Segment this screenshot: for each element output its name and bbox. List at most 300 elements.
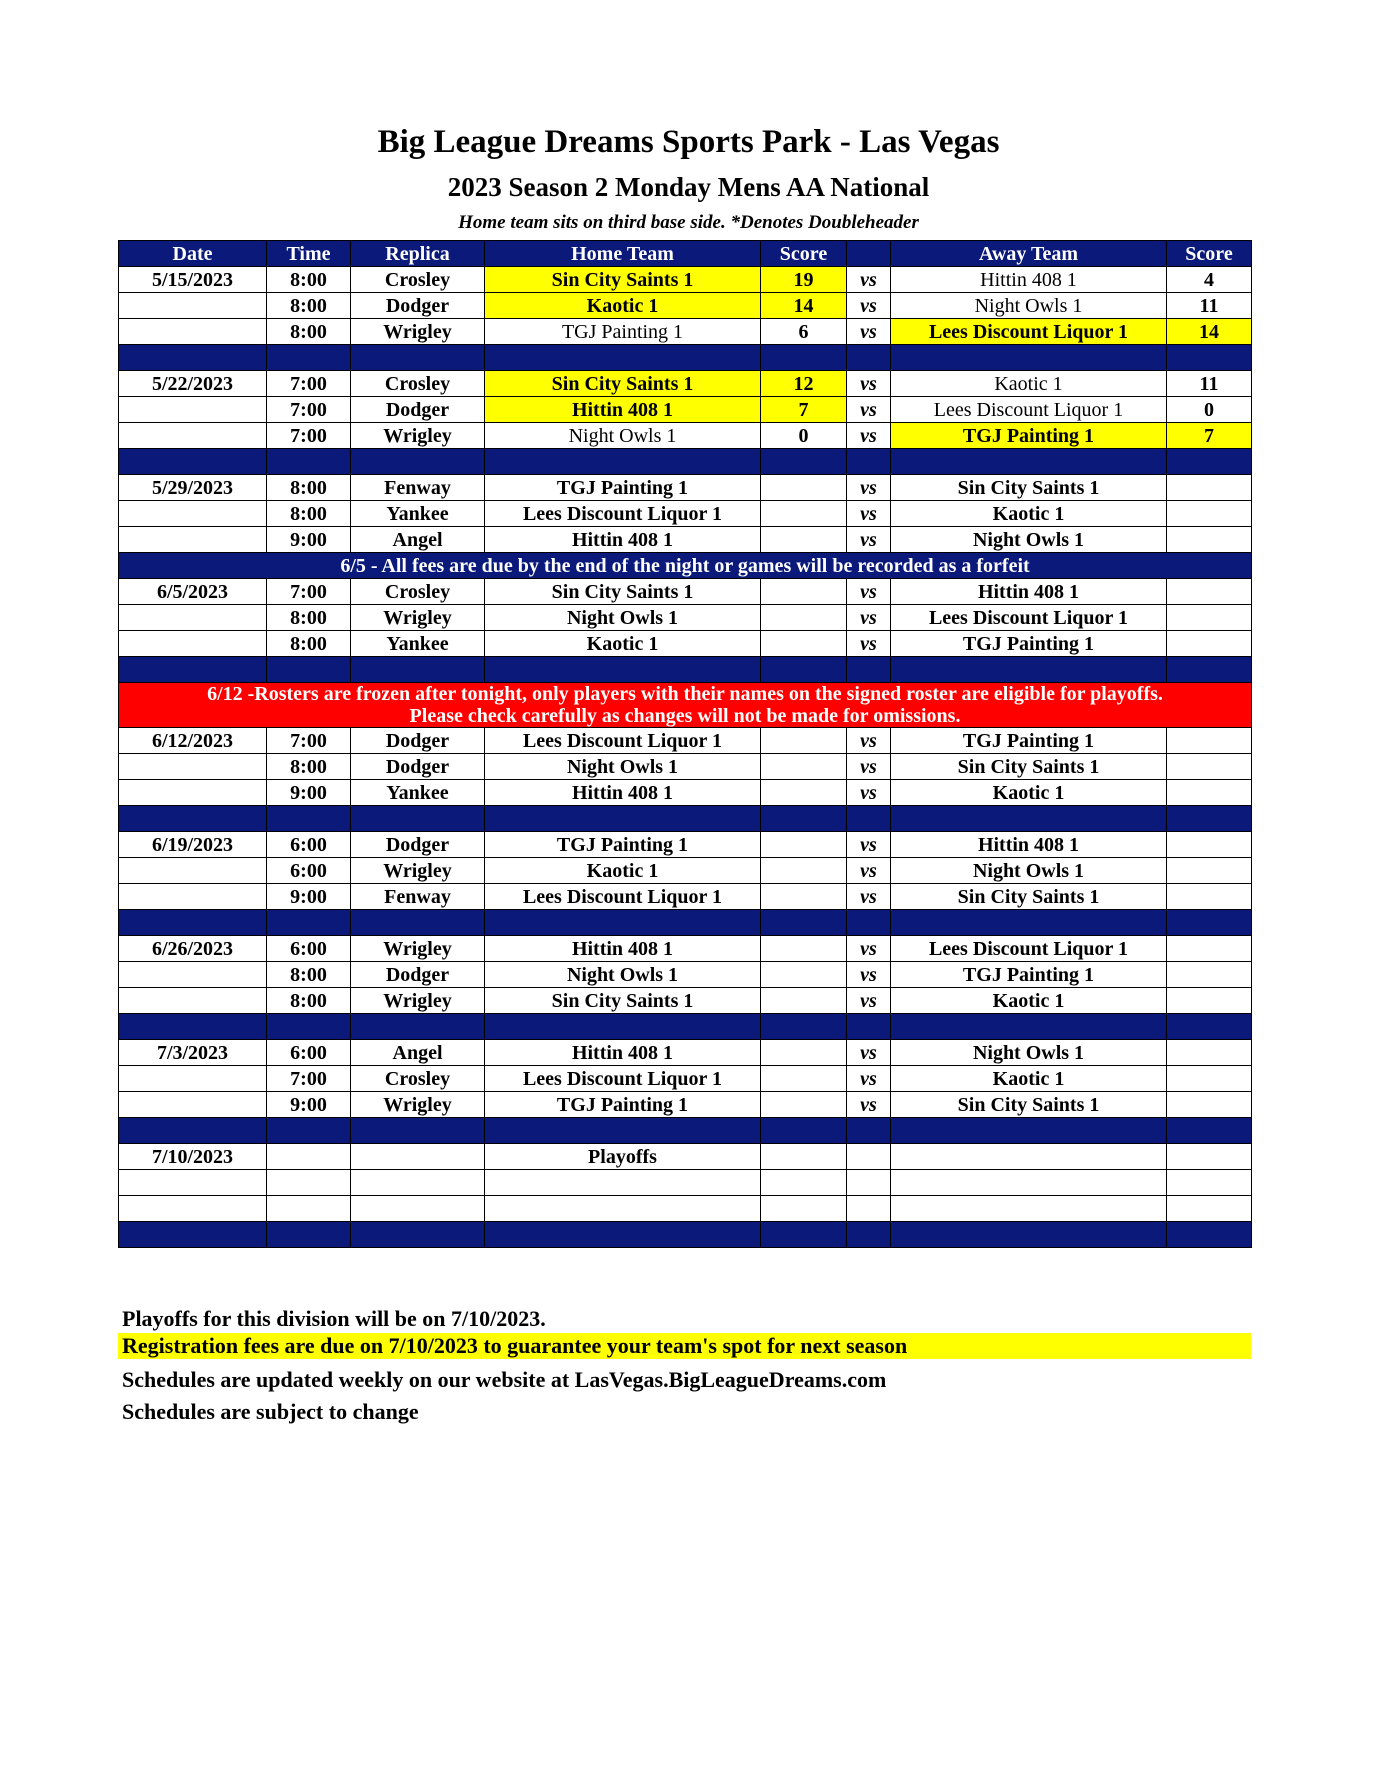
field-replica: Wrigley [351, 988, 485, 1014]
game-row [119, 293, 1252, 319]
footer-registration-note: Registration fees are due on 7/10/2023 to guarantee your team's spot for next season [118, 1333, 1251, 1359]
separator-cell [267, 657, 351, 683]
game-time: 6:00 [267, 1040, 351, 1066]
separator-cell [761, 910, 847, 936]
home-score [761, 858, 847, 884]
separator-row [119, 657, 1252, 683]
away-score [1167, 475, 1252, 501]
home-score [761, 527, 847, 553]
away-team: TGJ Painting 1 [891, 631, 1167, 657]
vs-label: vs [847, 1040, 891, 1066]
separator-cell [891, 910, 1167, 936]
home-score [761, 936, 847, 962]
home-score [761, 988, 847, 1014]
game-row [119, 1092, 1252, 1118]
game-date [119, 858, 267, 884]
playoffs-label: Playoffs [485, 1144, 761, 1170]
separator-cell [485, 657, 761, 683]
col-header-away-team: Away Team [891, 241, 1167, 267]
game-date [119, 527, 267, 553]
game-row [119, 858, 1252, 884]
separator-cell [847, 1118, 891, 1144]
empty-cell [847, 1196, 891, 1222]
separator-cell [847, 1014, 891, 1040]
vs-label: vs [847, 423, 891, 449]
empty-cell [267, 1170, 351, 1196]
game-row [119, 884, 1252, 910]
separator-row [119, 1014, 1252, 1040]
game-time: 6:00 [267, 936, 351, 962]
vs-label: vs [847, 293, 891, 319]
empty-cell [1167, 1196, 1252, 1222]
game-time: 8:00 [267, 267, 351, 293]
away-team: Sin City Saints 1 [891, 1092, 1167, 1118]
roster-alert-line: 6/12 -Rosters are frozen after tonight, only players with their names on the signed roster are eligible for playoffs. [207, 683, 1163, 705]
game-time: 8:00 [267, 475, 351, 501]
home-team: Hittin 408 1 [485, 780, 761, 806]
away-score: 14 [1167, 319, 1252, 345]
empty-cell [119, 1170, 267, 1196]
separator-cell [891, 1014, 1167, 1040]
field-replica: Yankee [351, 501, 485, 527]
vs-label: vs [847, 631, 891, 657]
game-time: 8:00 [267, 293, 351, 319]
game-date: 5/15/2023 [119, 267, 267, 293]
empty-cell [847, 1170, 891, 1196]
separator-cell [119, 345, 267, 371]
empty-cell [351, 1196, 485, 1222]
vs-label: vs [847, 475, 891, 501]
separator-cell [119, 910, 267, 936]
separator-cell [119, 449, 267, 475]
home-team: Night Owls 1 [485, 605, 761, 631]
schedule-table [118, 240, 1252, 1248]
vs-label: vs [847, 832, 891, 858]
vs-label: vs [847, 579, 891, 605]
separator-row [119, 449, 1252, 475]
home-score [761, 475, 847, 501]
away-team: Lees Discount Liquor 1 [891, 397, 1167, 423]
game-date [119, 397, 267, 423]
field-replica: Crosley [351, 267, 485, 293]
game-time: 6:00 [267, 832, 351, 858]
empty-cell [1167, 1144, 1252, 1170]
game-time: 8:00 [267, 988, 351, 1014]
away-team: Night Owls 1 [891, 1040, 1167, 1066]
vs-label: vs [847, 728, 891, 754]
vs-label: vs [847, 858, 891, 884]
separator-cell [847, 806, 891, 832]
field-replica: Dodger [351, 962, 485, 988]
away-score: 4 [1167, 267, 1252, 293]
page-title: Big League Dreams Sports Park - Las Vegas [377, 124, 1000, 160]
game-date [119, 1066, 267, 1092]
vs-label: vs [847, 754, 891, 780]
home-team: Lees Discount Liquor 1 [485, 1066, 761, 1092]
field-replica: Angel [351, 1040, 485, 1066]
home-score: 19 [761, 267, 847, 293]
game-row [119, 780, 1252, 806]
footer-playoffs-note: Playoffs for this division will be on 7/10/2023. [122, 1306, 546, 1331]
away-score: 0 [1167, 397, 1252, 423]
game-time: 9:00 [267, 884, 351, 910]
separator-cell [351, 806, 485, 832]
game-row [119, 475, 1252, 501]
separator-cell [761, 449, 847, 475]
separator-cell [1167, 1014, 1252, 1040]
field-replica: Fenway [351, 475, 485, 501]
field-replica: Wrigley [351, 423, 485, 449]
vs-label: vs [847, 1066, 891, 1092]
game-time: 8:00 [267, 605, 351, 631]
game-time: 8:00 [267, 962, 351, 988]
away-team: Night Owls 1 [891, 858, 1167, 884]
away-score: 7 [1167, 423, 1252, 449]
home-team: Sin City Saints 1 [485, 579, 761, 605]
empty-row [119, 1170, 1252, 1196]
separator-cell [891, 806, 1167, 832]
away-team: TGJ Painting 1 [891, 423, 1167, 449]
game-date [119, 319, 267, 345]
vs-label: vs [847, 936, 891, 962]
home-team: Night Owls 1 [485, 962, 761, 988]
empty-cell [267, 1144, 351, 1170]
roster-alert-row [119, 683, 1252, 728]
game-date [119, 631, 267, 657]
game-time: 8:00 [267, 319, 351, 345]
home-team: Hittin 408 1 [485, 1040, 761, 1066]
separator-cell [351, 910, 485, 936]
table-header-row [119, 241, 1252, 267]
field-replica: Dodger [351, 728, 485, 754]
empty-cell [351, 1170, 485, 1196]
vs-label: vs [847, 962, 891, 988]
field-replica: Yankee [351, 780, 485, 806]
game-row [119, 319, 1252, 345]
empty-cell [761, 1144, 847, 1170]
home-score [761, 728, 847, 754]
field-replica: Wrigley [351, 605, 485, 631]
game-row [119, 832, 1252, 858]
home-team: Kaotic 1 [485, 858, 761, 884]
game-date [119, 605, 267, 631]
separator-cell [485, 910, 761, 936]
col-header-time: Time [267, 241, 351, 267]
game-time: 8:00 [267, 754, 351, 780]
separator-cell [485, 1222, 761, 1248]
empty-row [119, 1196, 1252, 1222]
away-score [1167, 754, 1252, 780]
home-team: Kaotic 1 [485, 293, 761, 319]
game-row [119, 1066, 1252, 1092]
vs-label: vs [847, 988, 891, 1014]
col-header-vs [847, 241, 891, 267]
away-score [1167, 605, 1252, 631]
game-date: 7/10/2023 [119, 1144, 267, 1170]
home-team-note: Home team sits on third base side. *Denotes Doubleheader [458, 212, 919, 233]
away-score [1167, 988, 1252, 1014]
separator-cell [761, 806, 847, 832]
game-date: 7/3/2023 [119, 1040, 267, 1066]
game-row [119, 371, 1252, 397]
game-time: 9:00 [267, 527, 351, 553]
game-time: 9:00 [267, 1092, 351, 1118]
away-team: Kaotic 1 [891, 371, 1167, 397]
separator-cell [761, 1118, 847, 1144]
home-team: Lees Discount Liquor 1 [485, 884, 761, 910]
away-score [1167, 962, 1252, 988]
field-replica: Crosley [351, 371, 485, 397]
game-date [119, 988, 267, 1014]
empty-cell [267, 1196, 351, 1222]
empty-cell [761, 1196, 847, 1222]
game-date: 5/29/2023 [119, 475, 267, 501]
game-date [119, 754, 267, 780]
home-team: TGJ Painting 1 [485, 319, 761, 345]
home-team: Hittin 408 1 [485, 936, 761, 962]
away-team: Night Owls 1 [891, 527, 1167, 553]
away-score [1167, 832, 1252, 858]
away-team: Lees Discount Liquor 1 [891, 605, 1167, 631]
empty-cell [119, 1196, 267, 1222]
empty-cell [847, 1144, 891, 1170]
field-replica: Dodger [351, 832, 485, 858]
away-team: Kaotic 1 [891, 780, 1167, 806]
away-team: Hittin 408 1 [891, 579, 1167, 605]
separator-cell [267, 1118, 351, 1144]
separator-cell [351, 1118, 485, 1144]
away-team: Night Owls 1 [891, 293, 1167, 319]
separator-cell [1167, 449, 1252, 475]
col-header-date: Date [119, 241, 267, 267]
separator-cell [351, 1222, 485, 1248]
away-score: 11 [1167, 293, 1252, 319]
home-team: TGJ Painting 1 [485, 1092, 761, 1118]
separator-cell [267, 910, 351, 936]
separator-cell [119, 806, 267, 832]
separator-cell [847, 657, 891, 683]
empty-cell [891, 1144, 1167, 1170]
game-time: 7:00 [267, 1066, 351, 1092]
home-score [761, 780, 847, 806]
home-score [761, 832, 847, 858]
away-score [1167, 527, 1252, 553]
separator-row [119, 345, 1252, 371]
away-team: Hittin 408 1 [891, 832, 1167, 858]
field-replica: Fenway [351, 884, 485, 910]
game-date [119, 293, 267, 319]
separator-row [119, 1222, 1252, 1248]
home-score: 7 [761, 397, 847, 423]
game-time: 7:00 [267, 397, 351, 423]
home-score [761, 1092, 847, 1118]
fees-notice-row [119, 553, 1252, 579]
field-replica: Wrigley [351, 1092, 485, 1118]
away-team: TGJ Painting 1 [891, 728, 1167, 754]
home-team: Night Owls 1 [485, 423, 761, 449]
separator-cell [761, 1014, 847, 1040]
field-replica: Dodger [351, 293, 485, 319]
separator-cell [267, 345, 351, 371]
home-team: Night Owls 1 [485, 754, 761, 780]
away-score [1167, 501, 1252, 527]
separator-cell [351, 657, 485, 683]
game-date [119, 884, 267, 910]
separator-cell [891, 449, 1167, 475]
home-score [761, 631, 847, 657]
home-score [761, 884, 847, 910]
game-row [119, 423, 1252, 449]
home-team: Hittin 408 1 [485, 397, 761, 423]
separator-cell [847, 910, 891, 936]
home-team: Sin City Saints 1 [485, 371, 761, 397]
away-score [1167, 631, 1252, 657]
home-score [761, 754, 847, 780]
game-row [119, 267, 1252, 293]
game-time: 7:00 [267, 579, 351, 605]
col-header-away-score: Score [1167, 241, 1252, 267]
away-team: Lees Discount Liquor 1 [891, 936, 1167, 962]
separator-cell [485, 345, 761, 371]
home-score [761, 501, 847, 527]
empty-cell [1167, 1170, 1252, 1196]
separator-cell [351, 1014, 485, 1040]
vs-label: vs [847, 780, 891, 806]
separator-cell [267, 449, 351, 475]
game-time: 8:00 [267, 631, 351, 657]
field-replica: Dodger [351, 754, 485, 780]
away-score [1167, 884, 1252, 910]
game-row [119, 1040, 1252, 1066]
away-team: Lees Discount Liquor 1 [891, 319, 1167, 345]
home-score [761, 1040, 847, 1066]
col-header-home-team: Home Team [485, 241, 761, 267]
separator-cell [891, 1222, 1167, 1248]
vs-label: vs [847, 371, 891, 397]
separator-cell [891, 1118, 1167, 1144]
vs-label: vs [847, 397, 891, 423]
home-score [761, 579, 847, 605]
vs-label: vs [847, 501, 891, 527]
vs-label: vs [847, 527, 891, 553]
separator-cell [119, 1118, 267, 1144]
away-team: TGJ Painting 1 [891, 962, 1167, 988]
separator-cell [1167, 910, 1252, 936]
col-header-home-score: Score [761, 241, 847, 267]
game-row [119, 397, 1252, 423]
vs-label: vs [847, 1092, 891, 1118]
field-replica: Angel [351, 527, 485, 553]
playoff-row [119, 1144, 1252, 1170]
away-team: Kaotic 1 [891, 988, 1167, 1014]
game-row [119, 962, 1252, 988]
game-row [119, 754, 1252, 780]
separator-cell [1167, 806, 1252, 832]
field-replica: Wrigley [351, 858, 485, 884]
away-team: Hittin 408 1 [891, 267, 1167, 293]
separator-cell [1167, 1222, 1252, 1248]
separator-cell [485, 806, 761, 832]
col-header-replica: Replica [351, 241, 485, 267]
separator-row [119, 806, 1252, 832]
separator-cell [847, 345, 891, 371]
separator-cell [267, 806, 351, 832]
game-time: 9:00 [267, 780, 351, 806]
separator-cell [485, 449, 761, 475]
game-time: 7:00 [267, 423, 351, 449]
empty-cell [761, 1170, 847, 1196]
home-team: TGJ Painting 1 [485, 475, 761, 501]
separator-cell [119, 1222, 267, 1248]
away-team: Kaotic 1 [891, 1066, 1167, 1092]
separator-cell [351, 449, 485, 475]
game-date [119, 1092, 267, 1118]
separator-cell [761, 1222, 847, 1248]
empty-cell [351, 1144, 485, 1170]
game-time: 8:00 [267, 501, 351, 527]
away-team: Sin City Saints 1 [891, 884, 1167, 910]
separator-cell [1167, 1118, 1252, 1144]
away-score: 11 [1167, 371, 1252, 397]
game-date [119, 962, 267, 988]
separator-cell [1167, 657, 1252, 683]
away-score [1167, 858, 1252, 884]
page-subtitle: 2023 Season 2 Monday Mens AA National [447, 172, 930, 202]
game-date: 6/19/2023 [119, 832, 267, 858]
game-date: 5/22/2023 [119, 371, 267, 397]
game-time: 7:00 [267, 371, 351, 397]
away-team: Sin City Saints 1 [891, 475, 1167, 501]
separator-cell [847, 449, 891, 475]
home-team: Lees Discount Liquor 1 [485, 501, 761, 527]
schedule-body [119, 267, 1252, 1248]
game-date: 6/12/2023 [119, 728, 267, 754]
footer-website-note: Schedules are updated weekly on our website at LasVegas.BigLeagueDreams.com [122, 1367, 887, 1392]
away-score [1167, 1092, 1252, 1118]
separator-cell [119, 1014, 267, 1040]
separator-cell [847, 1222, 891, 1248]
away-score [1167, 579, 1252, 605]
game-date [119, 780, 267, 806]
home-team: Hittin 408 1 [485, 527, 761, 553]
away-score [1167, 1066, 1252, 1092]
field-replica: Yankee [351, 631, 485, 657]
field-replica: Crosley [351, 1066, 485, 1092]
separator-cell [1167, 345, 1252, 371]
separator-cell [891, 345, 1167, 371]
vs-label: vs [847, 267, 891, 293]
game-date [119, 423, 267, 449]
game-row [119, 988, 1252, 1014]
home-score [761, 962, 847, 988]
home-team: Sin City Saints 1 [485, 988, 761, 1014]
away-team: Sin City Saints 1 [891, 754, 1167, 780]
home-score [761, 1066, 847, 1092]
separator-cell [267, 1014, 351, 1040]
home-score [761, 605, 847, 631]
game-date: 6/26/2023 [119, 936, 267, 962]
game-row [119, 501, 1252, 527]
away-score [1167, 728, 1252, 754]
empty-cell [485, 1196, 761, 1222]
home-team: TGJ Painting 1 [485, 832, 761, 858]
separator-cell [891, 657, 1167, 683]
game-time: 6:00 [267, 858, 351, 884]
field-replica: Crosley [351, 579, 485, 605]
separator-cell [485, 1014, 761, 1040]
game-row [119, 631, 1252, 657]
empty-cell [891, 1196, 1167, 1222]
